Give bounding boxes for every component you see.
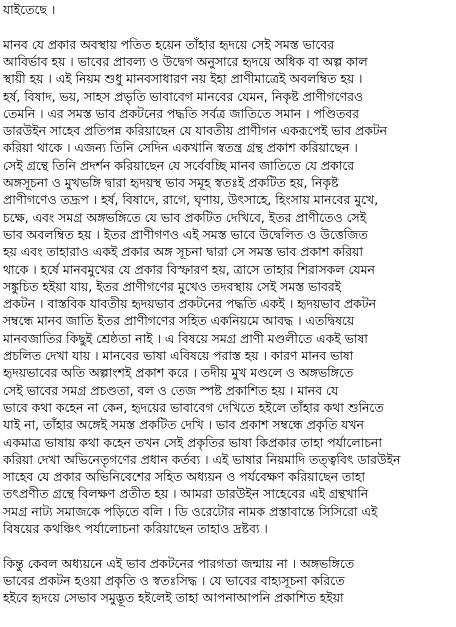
text-line: স্থায়ী হয় । এই নিয়ম শুধু মানবসাধারণ নয় ইহা প্রাণীমাত্রেই অবলম্বিত হয় । <box>3 71 363 87</box>
text-line: আবির্ভাব হয় । ভাবের প্রাবল্য ও উদ্বেগ অনুসারে হৃদয়ে অধিক বা অল্প কাল <box>3 53 368 69</box>
text-line: ডারউইন সাহেব প্রতিপন্ন করিয়াছেন যে যাবতীয় প্রাণীগন একরূপেই ভাব প্রকটন <box>3 123 388 139</box>
text-line: প্রাণীগণেও তদ্রূপ । হর্ষ, বিষাদে, রাগে, ঘৃণায়, উৎসাহে, হিংসায় মানবের মুখে, <box>3 192 379 208</box>
text-line: মানব যে প্রকার অবস্থায় পতিত হয়েন তাঁহার হৃদয়ে সেই সমস্ত ভাবের <box>3 36 335 52</box>
text-line: তেমনি । এর সমস্ত ভাব প্রকটনের পদ্ধতি সর্বত্র জাতিতে সমান । পণ্ডিতবর <box>3 105 359 121</box>
text-line: সমগ্র নাট্য সমাজকে পড়িতে বলি । ডি ওরেটোর নামক প্রস্তাবান্তে সিসিরো এই <box>3 503 378 519</box>
text-line: হর্ষ, বিষাদ, ভয়, সাহস প্রভৃতি ভাবাবেগ মানবের যেমন, নিকৃষ্ট প্রাণীগণেরও <box>3 88 363 104</box>
text-line: হৃদয়ভাবের অতি অল্পাংশই প্রকাশ করে । তদীয় মুখ মণ্ডলে ও অঙ্গভঙ্গিতে <box>3 365 354 381</box>
text-line: করিয়া দেখা অভিনেতৃগণের প্রধান কর্তব্য । এই ভাষার নিয়মাদি তত্ত্ববিৎ ডারউইন <box>3 451 401 467</box>
text-line: হয় এবং তাহারাও একই প্রকার অঙ্গ সূচনা দ্বারা সে সমস্ত ভাব প্রকাশ করিয়া <box>3 244 363 260</box>
text-line: চক্ষে, এবং সমগ্র অঙ্গভঙ্গিতে যে ভাব প্রকটিত দেখিবে, ইতর প্রাণীতেও সেই <box>3 209 367 225</box>
text-line: করিয়া থাকে । এজন্য তিনি সেদিন একখানি স্বতন্ত্র গ্রন্থ প্রকাশ করিয়াছেন । <box>3 140 358 156</box>
text-line: একমাত্র ভাষায় কথা কহেন তখন সেই প্রকৃতির ভাষা কিপ্রকার তাহা পর্যালোচনা <box>3 434 382 450</box>
text-line: ভাবের প্রকটন হওয়া প্রকৃতি ও স্বতঃসিদ্ধ । যে ভাবের বাহ্যসূচনা করিতে <box>3 572 345 588</box>
text-line: অঙ্গসূচনা ও মুখভঙ্গি দ্বারা হৃদয়স্থ ভাব সমূহ স্বতঃই প্রকটিত হয়, নিকৃষ্ট <box>3 175 339 190</box>
text-line: প্রকটন । বাস্তবিক যাবতীয় হৃদয়ভাব প্রকটনের পদ্ধতি একই । হৃদয়ভাব প্রকটন <box>3 296 376 312</box>
text-line: মানবজাতির কিছুই শ্রেষ্ঠতা নাই । এ বিষয়ে সমগ্র প্রাণী মণ্ডলীতে একই ভাষা <box>3 330 368 346</box>
text-line: সঙ্কুচিত হইয়া যায়, ইতর প্রাণীগণের মুখেও তদবস্থায় সেই সমস্ত ভাবরই <box>3 278 342 294</box>
text-line: সাহেব যে প্রকার অভিনিবেশের সহিত অধ্যয়ন ও পর্যবেক্ষণ করিয়াছেন তাহা <box>3 469 365 485</box>
text-line: বিষয়ের কথঞ্চিৎ পর্যালোচনা করিয়াছেন তাহাও দ্রষ্টব্য । <box>3 521 268 536</box>
text-line: সেই গ্রন্থে তিনি প্রদর্শন করিয়াছেন যে সর্বেবচ্ছি মানব জাতিতে যে প্রকারে <box>3 157 355 173</box>
text-line: ভাবে কথা কহেন না কেন, হৃদয়ের ভাবাবেগ দেখিতে হইলে তাঁহার কথা শুনিতে <box>3 399 384 415</box>
text-line: প্রচলিত দেখা যায় । মানবের ভাষা এবিষয়ে পরাস্ত হয় । কারণ মানব ভাষা <box>3 348 354 363</box>
text-line: কিন্তু কেবল অধ্যয়নে এই ভাব প্রকটনের পারগতা জন্মায় না । অঙ্গভঙ্গিতে <box>3 555 355 571</box>
text-line: থাকে । হর্ষে মানবমুখের যে প্রকার বিস্ফারণ হয়, ত্রাসে তাহার শিরাসকল যেমন <box>3 261 375 277</box>
text-line: সেই ভাবের সমগ্র প্রচণ্ডতা, বল ও তেজ স্পষ্ট প্রকাশিত হয় । মানব যে <box>3 382 339 398</box>
text-line: সম্বন্ধে মানব জাতি ইতর প্রাণীগণের সহিত একনিয়মে আবদ্ধ । এতদ্বিষয়ে <box>3 313 355 329</box>
text-line: হইবে হৃদয়ে সেভাব সমুদ্ভূত হইলেই তাহা আপনাআপনি প্রকাশিত হইয়া <box>3 590 344 606</box>
text-line: যাইতেছে । <box>3 2 56 17</box>
text-line: ভাব অবলম্বিত হয় । ইতর প্রাণীগণও এই সমস্ত ভাবে উদ্বেলিত ও উত্তেজিত <box>3 226 368 242</box>
text-line: যাই না, তাঁহার অঙ্গেই সমস্ত প্রকটিত দেখি । ভাব প্রকাশ সম্বন্ধে প্রকৃতি যখন <box>3 417 364 433</box>
text-line: তৎপ্রণীত গ্রন্থে বিলক্ষণ প্রতীত হয় । আমরা ডারউইন সাহেবের এই গ্রন্থখানি <box>3 486 369 502</box>
